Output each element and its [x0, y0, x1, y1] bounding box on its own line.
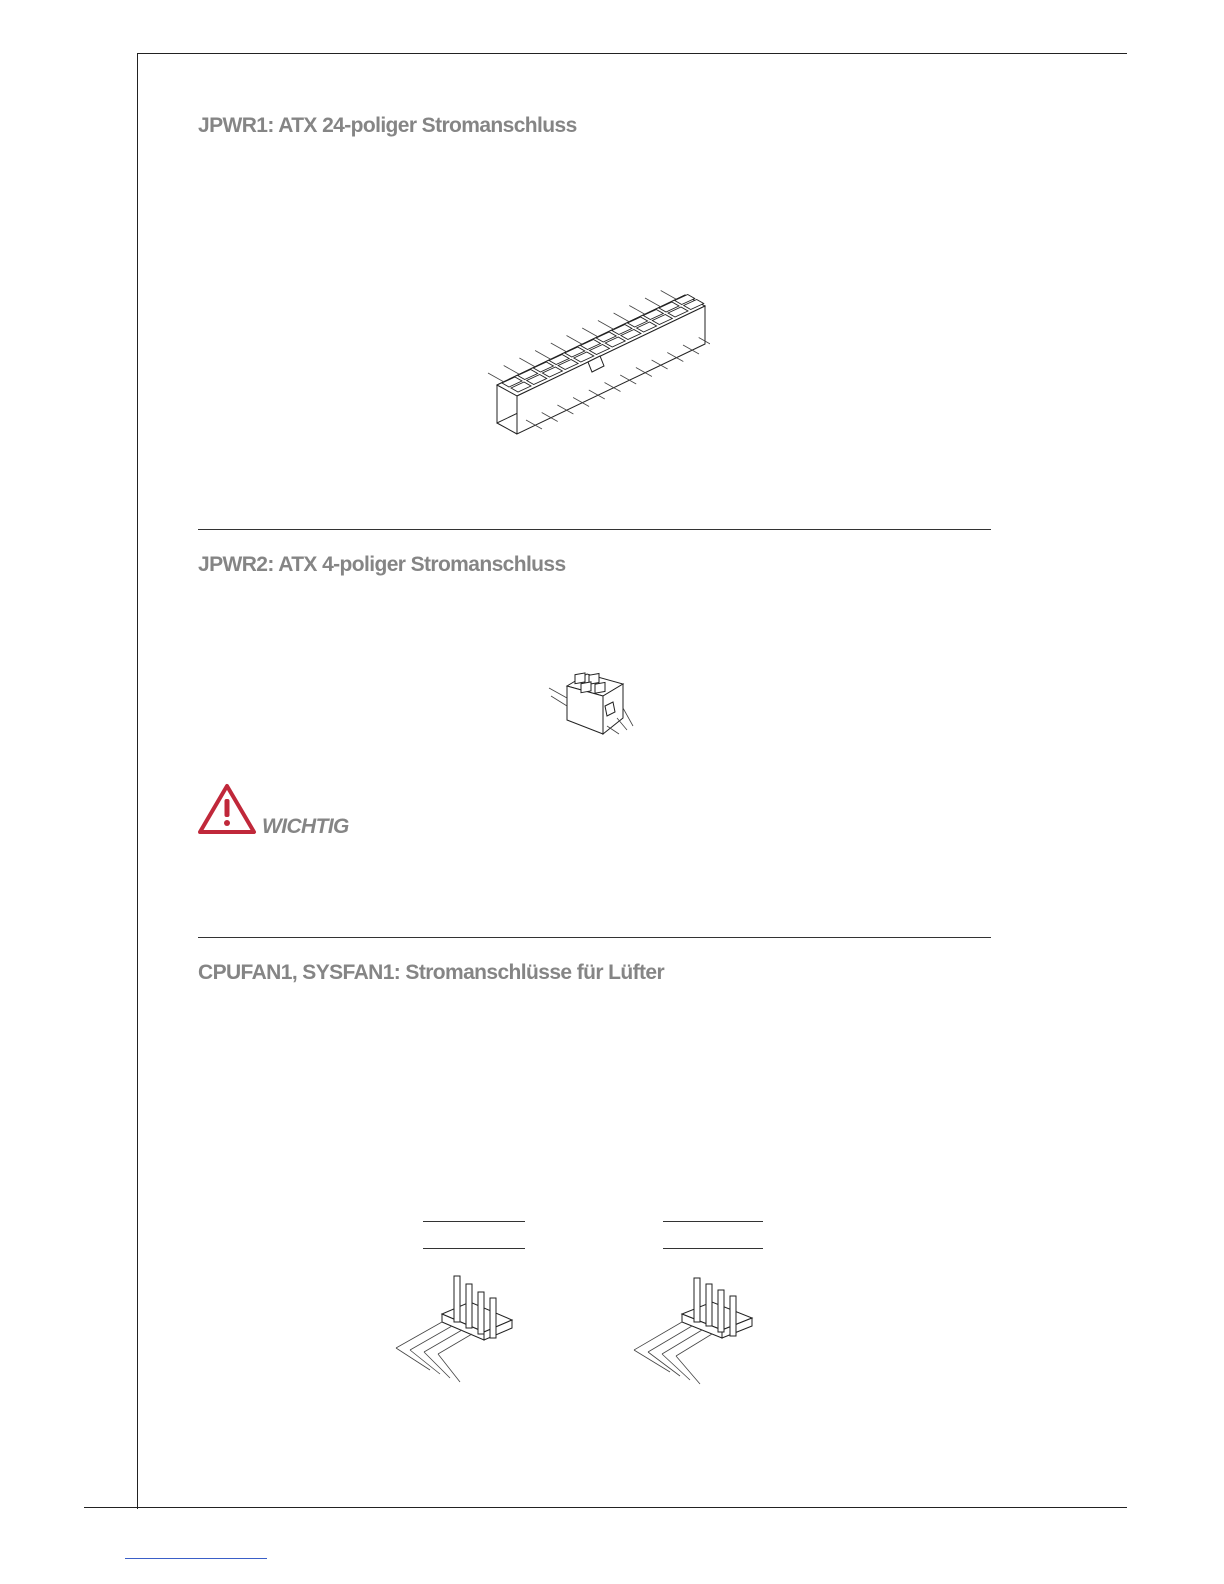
atx-4-pin-connector-figure [545, 668, 640, 740]
cpufan1-connector-figure [390, 1270, 520, 1390]
warning-triangle-icon [197, 783, 257, 835]
connector-wire [519, 358, 535, 367]
pin-label-rule [423, 1221, 525, 1222]
pin-label-rule [663, 1221, 763, 1222]
connector-wire [488, 373, 504, 382]
connector-wire [598, 321, 614, 330]
pin-label-rule [663, 1248, 763, 1249]
connector-wire [629, 306, 645, 315]
connector-wire [645, 298, 661, 307]
connector-wire [661, 291, 677, 300]
section-heading-fan-connectors: CPUFAN1, SYSFAN1: Stromanschlüsse für Lüfter [198, 961, 665, 984]
atx-24-pin-connector-figure [460, 290, 710, 440]
pin-label-rule [423, 1248, 525, 1249]
footer-link-underline [125, 1558, 267, 1559]
connector-wire [614, 313, 630, 322]
important-label: WICHTIG [262, 815, 349, 838]
connector-wire [535, 351, 551, 360]
connector-wire [551, 343, 567, 352]
section-divider [198, 937, 991, 938]
section-heading-jpwr1: JPWR1: ATX 24-poliger Stromanschluss [198, 114, 577, 137]
page-frame-bottom [84, 1507, 1127, 1508]
page-frame-top [137, 53, 1127, 54]
connector-wire [582, 328, 598, 337]
section-divider [198, 529, 991, 530]
page-frame-left [137, 53, 138, 1509]
connector-wire [567, 336, 583, 345]
sysfan1-connector-figure [628, 1270, 758, 1390]
section-heading-jpwr2: JPWR2: ATX 4-poliger Stromanschluss [198, 553, 566, 576]
connector-wire [504, 366, 520, 375]
